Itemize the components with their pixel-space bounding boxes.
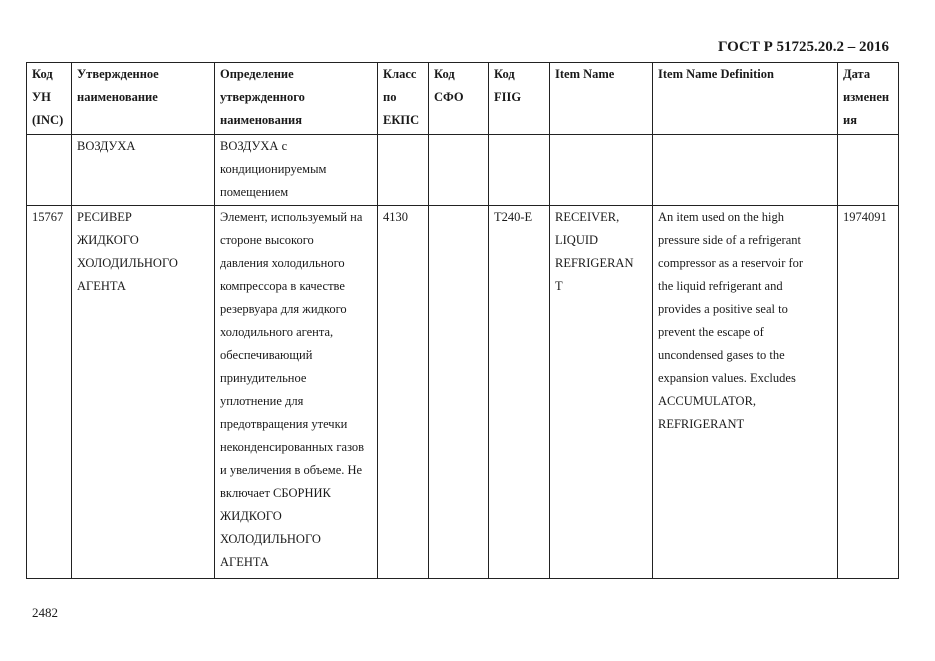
table-cell <box>378 206 429 579</box>
table-cell <box>72 135 215 206</box>
column-header <box>550 63 653 135</box>
cell-text-line: REFRIGERAN <box>555 256 634 270</box>
table-cell <box>27 135 72 206</box>
header-text-line: (INC) <box>32 113 64 127</box>
header-text-line: Код <box>494 67 515 81</box>
cell-text-line: включает СБОРНИК <box>220 486 331 500</box>
cell-text-line: стороне высокого <box>220 233 314 247</box>
table-cell <box>653 135 838 206</box>
cell-text-line: АГЕНТА <box>77 279 126 293</box>
cell-text-line: давления холодильного <box>220 256 345 270</box>
cell-text-line: 4130 <box>383 210 408 224</box>
cell-text-line: LIQUID <box>555 233 599 247</box>
table-cell <box>838 135 899 206</box>
table-cell <box>429 135 489 206</box>
header-text-line: ЕКПС <box>383 113 420 127</box>
cell-text-line: T240-E <box>494 210 533 224</box>
header-text-line: Класс <box>383 67 417 81</box>
cell-text-line: предотвращения утечки <box>220 417 348 431</box>
header-text-line: по <box>383 90 397 104</box>
table-cell <box>838 206 899 579</box>
cell-text-line: uncondensed gases to the <box>658 348 785 362</box>
cell-text-line: provides a positive seal to <box>658 302 788 316</box>
table-cell <box>489 135 550 206</box>
table-cell <box>72 206 215 579</box>
cell-text-line: принудительное <box>220 371 307 385</box>
column-header <box>215 63 378 135</box>
data-table <box>26 62 899 579</box>
cell-text-line: expansion values. Excludes <box>658 371 796 385</box>
header-text-line: УН <box>32 90 51 104</box>
header-text-line: Item Name Definition <box>658 67 774 81</box>
cell-text-line: и увеличения в объеме. Не <box>220 463 363 477</box>
cell-text-line: ВОЗДУХА <box>77 139 136 153</box>
cell-text-line: ЖИДКОГО <box>220 509 282 523</box>
cell-text-line: помещением <box>220 185 289 199</box>
cell-text-line: prevent the escape of <box>658 325 764 339</box>
cell-text-line: резервуара для жидкого <box>220 302 347 316</box>
cell-text-line: 15767 <box>32 210 64 224</box>
column-header <box>489 63 550 135</box>
cell-text-line: компрессора в качестве <box>220 279 345 293</box>
header-text-line: ия <box>843 113 857 127</box>
column-header <box>653 63 838 135</box>
header-row <box>27 63 899 135</box>
column-header <box>429 63 489 135</box>
header-text-line: Утвержденное <box>77 67 159 81</box>
table-row <box>27 206 899 579</box>
cell-text-line: обеспечивающий <box>220 348 313 362</box>
header-text-line: Item Name <box>555 67 615 81</box>
cell-text-line: неконденсированных газов <box>220 440 365 454</box>
header-text-line: Код <box>32 67 53 81</box>
cell-text-line: кондиционируемым <box>220 162 327 176</box>
cell-text-line: уплотнение для <box>220 394 304 408</box>
page-number: 2482 <box>32 605 58 620</box>
cell-text-line: АГЕНТА <box>220 555 269 569</box>
header-text-line: СФО <box>434 90 464 104</box>
header-text-line: утвержденного <box>220 90 305 104</box>
column-header <box>72 63 215 135</box>
cell-text-line: compressor as a reservoir for <box>658 256 804 270</box>
cell-text-line: 1974091 <box>843 210 887 224</box>
cell-text-line: RECEIVER, <box>555 210 620 224</box>
header-text-line: наименование <box>77 90 158 104</box>
cell-text-line: pressure side of a refrigerant <box>658 233 801 247</box>
table-cell <box>550 135 653 206</box>
table-cell <box>378 135 429 206</box>
header-text-line: наименования <box>220 113 303 127</box>
column-header <box>378 63 429 135</box>
cell-text-line: ВОЗДУХА с <box>220 139 288 153</box>
table-row <box>27 135 899 206</box>
column-header <box>27 63 72 135</box>
header-text-line: Код <box>434 67 455 81</box>
header-text-line: Определение <box>220 67 294 81</box>
table-cell <box>550 206 653 579</box>
cell-text-line: Элемент, используемый на <box>220 210 363 224</box>
header-text-line: изменен <box>843 90 890 104</box>
cell-text-line: T <box>555 279 563 293</box>
header-text-line: FIIG <box>494 90 522 104</box>
table-cell <box>653 206 838 579</box>
table-cell <box>489 206 550 579</box>
cell-text-line: холодильного агента, <box>220 325 334 339</box>
column-header <box>838 63 899 135</box>
cell-text-line: ХОЛОДИЛЬНОГО <box>77 256 178 270</box>
document-title: ГОСТ Р 51725.20.2 – 2016 <box>717 39 889 55</box>
cell-text-line: ЖИДКОГО <box>77 233 139 247</box>
table-cell <box>215 206 378 579</box>
table-cell <box>27 206 72 579</box>
table-cell <box>429 206 489 579</box>
table-cell <box>215 135 378 206</box>
header-text-line: Дата <box>843 67 871 81</box>
cell-text-line: An item used on the high <box>658 210 785 224</box>
cell-text-line: ACCUMULATOR, <box>658 394 757 408</box>
cell-text-line: the liquid refrigerant and <box>658 279 783 293</box>
cell-text-line: РЕСИВЕР <box>77 210 132 224</box>
cell-text-line: REFRIGERANT <box>658 417 745 431</box>
cell-text-line: ХОЛОДИЛЬНОГО <box>220 532 321 546</box>
